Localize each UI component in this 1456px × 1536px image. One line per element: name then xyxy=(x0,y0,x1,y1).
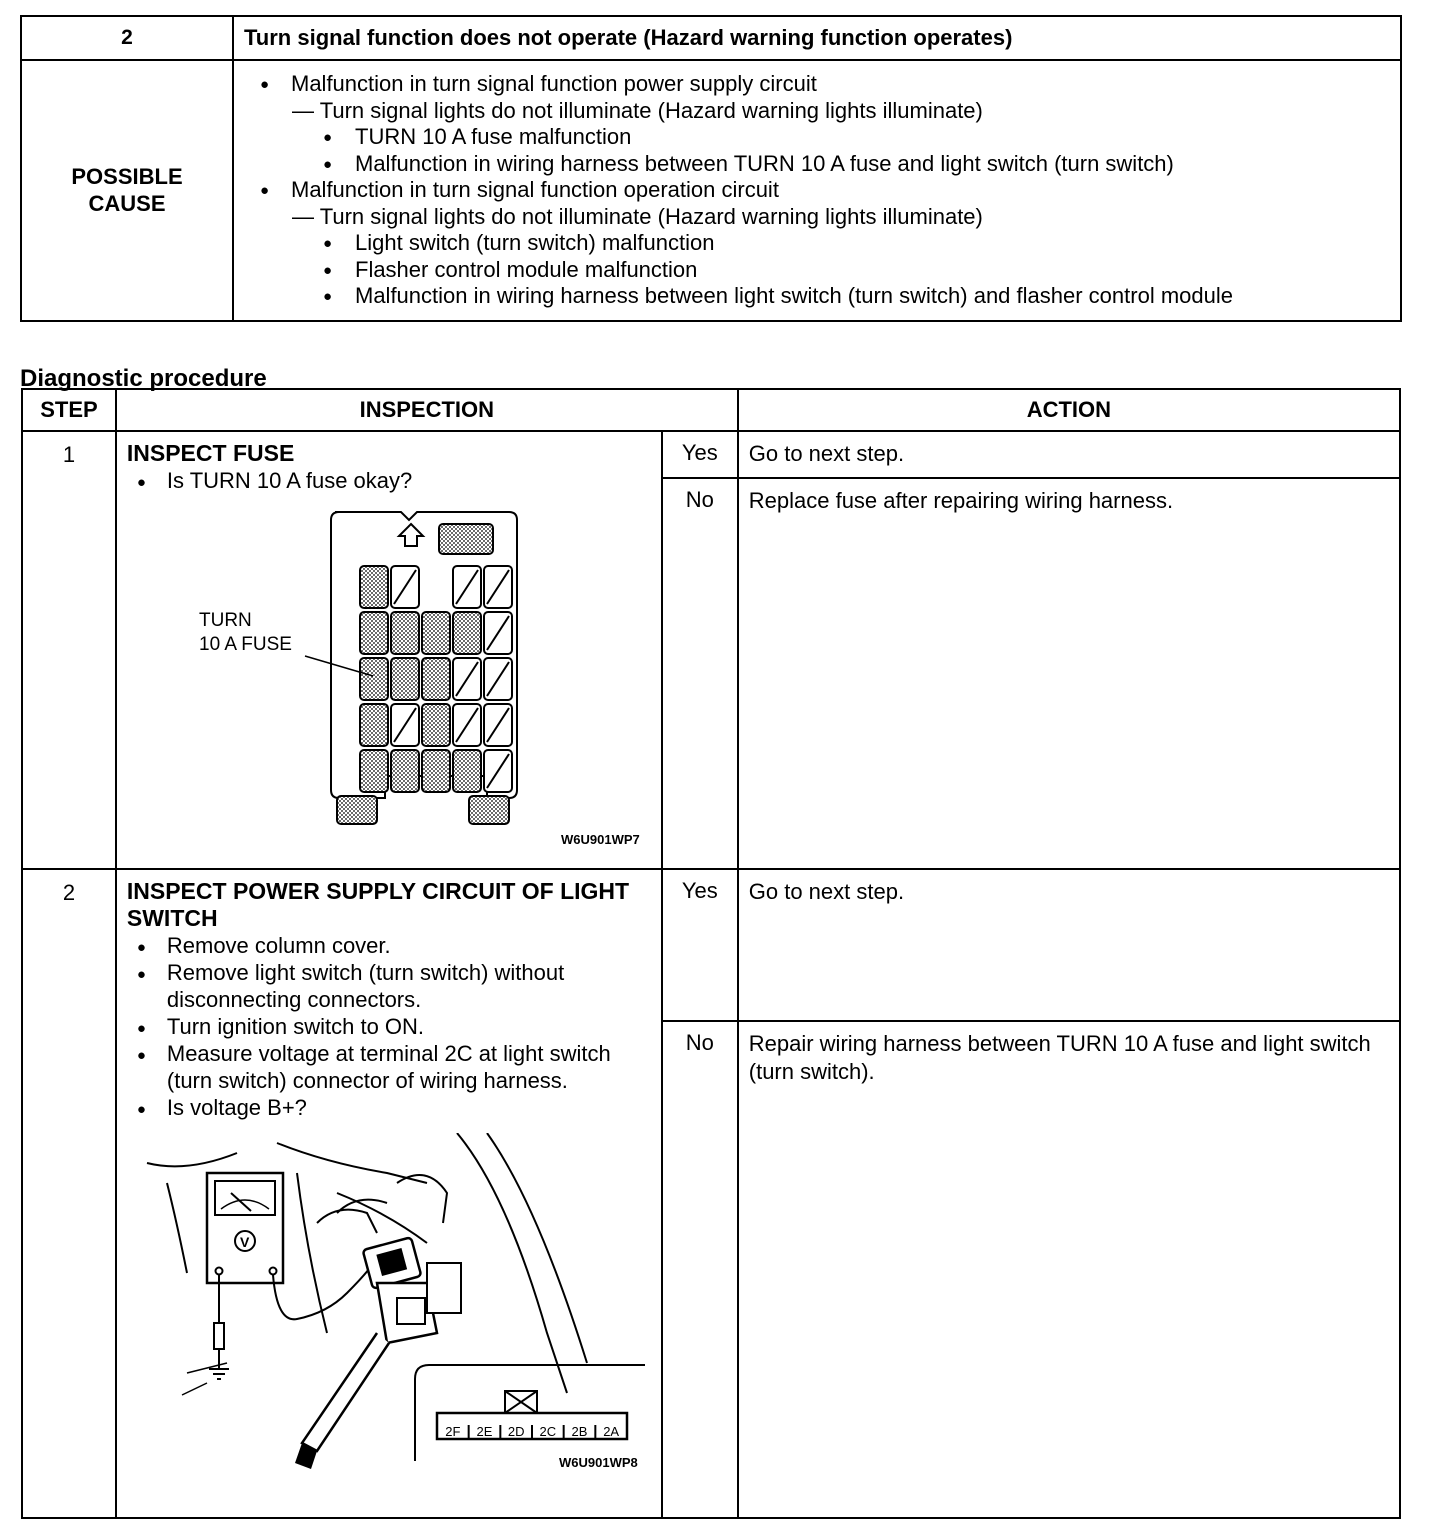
empty-fuse-slot xyxy=(453,658,481,700)
inspection-cell xyxy=(116,431,662,869)
no-action: Replace fuse after repairing wiring harness. xyxy=(738,478,1400,869)
fuse-slot xyxy=(360,566,388,608)
terminal-label: 2F xyxy=(445,1424,461,1439)
no-label: No xyxy=(662,1021,738,1518)
fuse-slot xyxy=(360,750,388,792)
header-action: ACTION xyxy=(738,389,1400,431)
empty-fuse-slot xyxy=(391,566,419,608)
fuse-slot xyxy=(337,796,377,824)
fuse-slot xyxy=(453,612,481,654)
fuse-slot xyxy=(422,612,450,654)
no-action: Repair wiring harness between TURN 10 A fuse and light switch (turn switch). xyxy=(738,1021,1400,1518)
fuse-slot xyxy=(360,612,388,654)
step-number: 2 xyxy=(22,869,116,1518)
cause-item: — Turn signal lights do not illuminate (Hazard warning lights illuminate) xyxy=(292,203,983,229)
cause-item: ● Malfunction in wiring harness between light switch (turn switch) and flasher control module xyxy=(260,283,1400,310)
inspection-bullet: ● Remove light switch (turn switch) without disconnecting connectors. xyxy=(127,959,651,1013)
probe-lead xyxy=(273,1261,375,1319)
cause-item: ● Malfunction in turn signal function power supply circuit xyxy=(260,71,1400,98)
empty-fuse-slot xyxy=(484,704,512,746)
arrow-up-icon xyxy=(399,524,423,546)
empty-fuse-slot xyxy=(484,566,512,608)
fuse-label-line2: 10 A FUSE xyxy=(198,634,292,655)
fuse-slot xyxy=(453,750,481,792)
header-inspection: INSPECTION xyxy=(116,389,738,431)
inspection-bullet: ● Is TURN 10 A fuse okay? xyxy=(127,467,651,494)
fuse-label-line1: TURN xyxy=(198,610,252,631)
fuse-slot xyxy=(360,704,388,746)
terminal-label: 2D xyxy=(507,1424,525,1439)
voltage-measurement-diagram xyxy=(127,1133,651,1473)
empty-fuse-slot xyxy=(391,704,419,746)
empty-fuse-slot xyxy=(484,658,512,700)
possible-cause-label: POSSIBLE CAUSE xyxy=(21,60,233,321)
yes-action: Go to next step. xyxy=(738,431,1400,478)
fuse-slot xyxy=(422,750,450,792)
cause-item: ● Malfunction in turn signal function operation circuit xyxy=(260,177,1400,204)
possible-cause-table xyxy=(20,15,1402,322)
terminal-label: 2C xyxy=(539,1424,557,1439)
terminal-label: 2B xyxy=(571,1424,588,1439)
figure-code: W6U901WP8 xyxy=(558,1455,638,1470)
fuse-slot xyxy=(422,658,450,700)
fuse-slot xyxy=(422,704,450,746)
fuse-slot xyxy=(391,750,419,792)
cause-item: ● Malfunction in wiring harness between TURN 10 A fuse and light switch (turn switch) xyxy=(260,151,1400,178)
no-label: No xyxy=(662,478,738,869)
fuse-slot xyxy=(439,524,493,554)
cause-item: ● Flasher control module malfunction xyxy=(260,257,1400,284)
step-title: INSPECT POWER SUPPLY CIRCUIT OF LIGHT SWITCH xyxy=(126,878,630,931)
inspection-cell xyxy=(116,869,662,1518)
terminal-label: 2A xyxy=(603,1424,619,1439)
header-step: STEP xyxy=(22,389,116,431)
yes-label: Yes xyxy=(662,431,738,478)
section-heading: Diagnostic procedure xyxy=(20,365,267,392)
trouble-number: 2 xyxy=(21,16,233,60)
possible-cause-list xyxy=(233,60,1401,321)
inspection-bullet: ● Turn ignition switch to ON. xyxy=(127,1013,651,1040)
empty-fuse-slot xyxy=(484,750,512,792)
fuse-slot xyxy=(391,612,419,654)
figure-code: W6U901WP7 xyxy=(560,832,640,847)
fuse-slot xyxy=(469,796,509,824)
empty-fuse-slot xyxy=(453,566,481,608)
inspection-bullet: ● Measure voltage at terminal 2C at light switch (turn switch) connector of wiring harness. xyxy=(127,1040,651,1094)
cause-item: ● Light switch (turn switch) malfunction xyxy=(260,230,1400,257)
cause-item: — Turn signal lights do not illuminate (Hazard warning lights illuminate) xyxy=(292,97,983,123)
step-title: INSPECT FUSE xyxy=(126,440,295,466)
trouble-title: Turn signal function does not operate (Hazard warning function operates) xyxy=(233,16,1401,60)
inspection-bullet: ● Is voltage B+? xyxy=(127,1094,651,1121)
empty-fuse-slot xyxy=(453,704,481,746)
meter-symbol: V xyxy=(239,1234,250,1250)
light-switch-connector xyxy=(363,1237,461,1343)
voltmeter-icon xyxy=(207,1173,283,1283)
turn-switch-lever xyxy=(302,1333,389,1451)
cause-item: ● TURN 10 A fuse malfunction xyxy=(260,124,1400,151)
turn-fuse-slot xyxy=(360,658,388,700)
yes-label: Yes xyxy=(662,869,738,1021)
inspection-bullet: ● Remove column cover. xyxy=(127,932,651,959)
diagnostic-table xyxy=(21,388,1401,1519)
fuse-slot xyxy=(391,658,419,700)
yes-action: Go to next step. xyxy=(738,869,1400,1021)
step-number: 1 xyxy=(22,431,116,869)
terminal-label: 2E xyxy=(476,1424,493,1439)
fuse-block-diagram xyxy=(127,500,651,860)
empty-fuse-slot xyxy=(484,612,512,654)
